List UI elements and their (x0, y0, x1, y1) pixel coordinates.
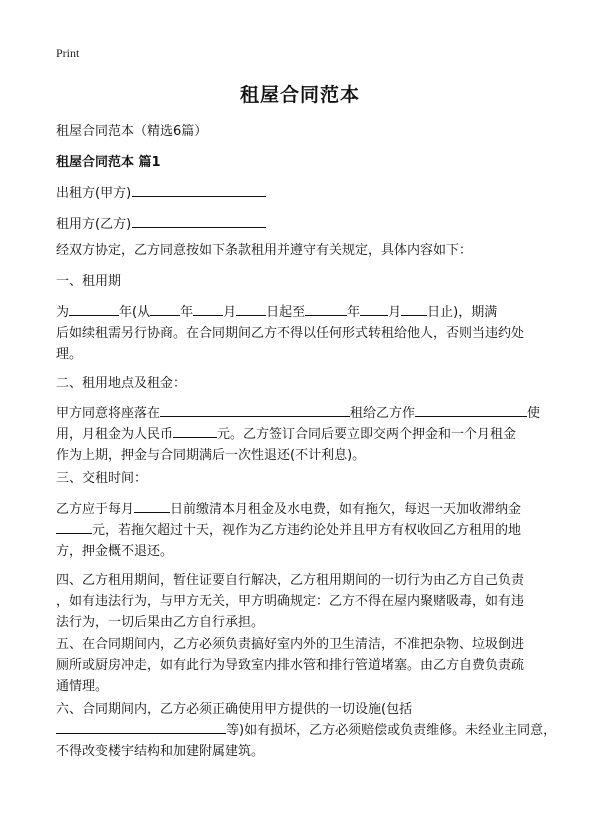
blank (56, 521, 92, 534)
clause1-paragraph (56, 302, 546, 365)
blank (236, 303, 266, 316)
clause1-heading-block (56, 271, 546, 292)
clause1-line2: 后如续租需另行协商。在合同期间乙方不得以任何形式转租给他人，否则当违约处 (56, 326, 525, 341)
print-label: Print (56, 46, 80, 60)
clause3-line1 (56, 499, 546, 520)
clause3-line2 (56, 520, 546, 541)
blank (69, 303, 119, 316)
intro-paragraph (56, 240, 546, 261)
lessor-blank (132, 184, 266, 197)
clause1-line3: 理。 (56, 347, 83, 362)
clause5-line1: 五、在合同期间内，乙方必须负责搞好室内外的卫生清洁，不准把杂物、垃圾倒进 (56, 637, 525, 652)
lessor-label: 出租方(甲方) (56, 186, 132, 201)
blank (160, 404, 350, 417)
clause6-line2 (56, 720, 557, 741)
clause6-line3: 不得改变楼宇结构和加建附属建筑。 (56, 744, 265, 759)
clause2-text: 使 (527, 406, 541, 421)
clause2-text: 租给乙方作 (350, 406, 416, 421)
clause2-heading: 二、租用地点及租金： (56, 376, 187, 391)
clause1-text: 年(从 (119, 305, 151, 320)
clause1-text: 为 (56, 305, 70, 320)
blank (193, 303, 223, 316)
clause4-line3: 法行为，一切后果由乙方自行承担。 (56, 615, 265, 630)
clause4-line2: ，如有违法行为，与甲方无关，甲方明确规定：乙方不得在屋内聚赌吸毒，如有违 (56, 594, 525, 609)
clause6-paragraph (56, 699, 557, 762)
clause1-text: 月 (223, 305, 237, 320)
clause3-text: 日前缴清本月租金及水电费，如有拖欠，每迟一天加收滞纳金 (170, 502, 522, 517)
blank (173, 425, 217, 438)
section-heading: 租屋合同范本 篇1 (56, 155, 161, 170)
clause6-text: 等)如有损坏，乙方必须赔偿或负责维修。未经业主同意， (226, 723, 557, 738)
lessee-blank (132, 215, 266, 228)
lessor-field (56, 182, 266, 201)
blank (360, 303, 388, 316)
blank (56, 721, 226, 734)
blank (401, 303, 427, 316)
blank (415, 404, 527, 417)
document-subtitle: 租屋合同范本（精选6篇） (56, 124, 208, 139)
blank (134, 500, 170, 513)
lessee-field (56, 213, 266, 232)
clause3-text: 元，若拖欠超过十天，视作为乙方违约论处并且甲方有权收回乙方租用的地 (92, 523, 522, 538)
clause2-line1 (56, 403, 546, 424)
clause2-line2 (56, 424, 546, 445)
clause1-line1 (56, 302, 546, 323)
blank (305, 303, 347, 316)
document-title: 租屋合同范本 (239, 84, 360, 106)
blank (150, 303, 180, 316)
clause1-text: 月 (388, 305, 402, 320)
clause2-text: 甲方同意将座落在 (56, 406, 161, 421)
clause5-paragraph (56, 634, 546, 697)
clause1-text: 年 (347, 305, 361, 320)
clause2-paragraph (56, 403, 546, 466)
clause6-line1: 六、合同期间内，乙方必须正确使用甲方提供的一切设施(包括 (56, 702, 413, 717)
clause3-text: 乙方应于每月 (56, 502, 135, 517)
clause1-text: 年 (180, 305, 194, 320)
clause3-heading-block (56, 468, 546, 489)
clause1-text: 日止)，期满 (427, 305, 498, 320)
lessee-label: 租用方(乙方) (56, 217, 132, 232)
clause3-paragraph (56, 499, 546, 562)
intro-text: 经双方协定，乙方同意按如下条款租用并遵守有关规定，具体内容如下： (56, 243, 473, 258)
clause2-text: 用，月租金为人民币 (56, 427, 174, 442)
clause4-line1: 四、乙方租用期间，暂住证要自行解决，乙方租用期间的一切行为由乙方自己负责 (56, 573, 525, 588)
clause2-heading-block (56, 373, 546, 394)
clause4-paragraph (56, 570, 546, 633)
clause2-line3: 作为上期，押金与合同期满后一次性退还(不计利息)。 (56, 448, 366, 463)
clause5-line2: 厕所或厨房冲走，如有此行为导致室内排水管和排行管道堵塞。由乙方自费负责疏 (56, 658, 525, 673)
clause5-line3: 通情理。 (56, 679, 109, 694)
clause1-text: 日起至 (266, 305, 306, 320)
clause1-heading: 一、租用期 (56, 274, 122, 289)
clause3-heading: 三、交租时间： (56, 471, 148, 486)
clause2-text: 元。乙方签订合同后要立即交两个押金和一个月租金 (217, 427, 517, 442)
clause3-line3: 方，押金概不退还。 (56, 544, 174, 559)
